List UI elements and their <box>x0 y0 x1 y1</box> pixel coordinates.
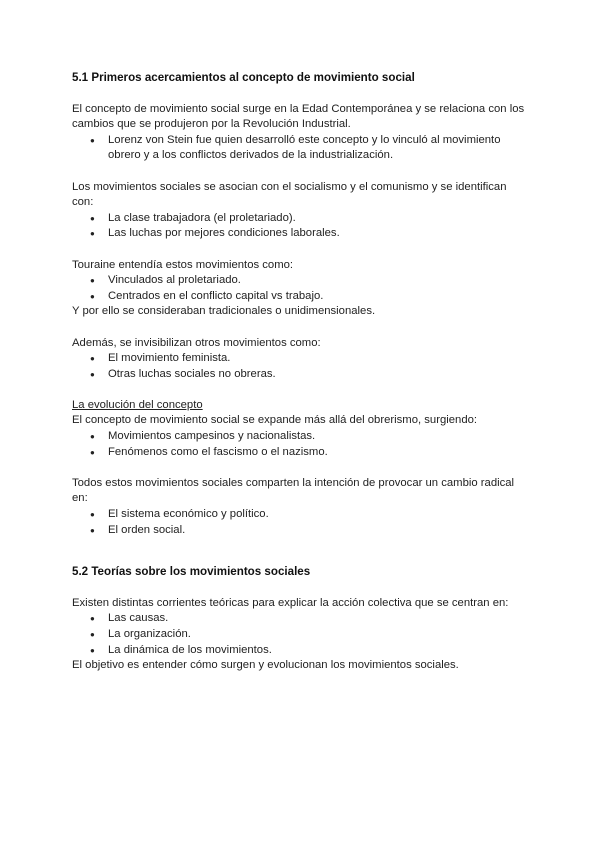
bullet-list <box>72 429 530 460</box>
paragraph: Y por ello se consideraban tradicionales o unidimensionales. <box>72 305 376 318</box>
paragraph: Los movimientos sociales se asocian con el socialismo y el comunismo y se identifican con: <box>72 180 507 209</box>
paragraph: El objetivo es entender cómo surgen y evolucionan los movimientos sociales. <box>72 659 459 672</box>
paragraph: El concepto de movimiento social surge en la Edad Contemporánea y se relaciona con los cambios que se produjeron por la Revolución Industrial. <box>72 102 525 131</box>
paragraph: Además, se invisibilizan otros movimientos como: <box>72 336 321 349</box>
list-item: ● Otras luchas sociales no obreras. <box>108 367 530 383</box>
list-item: ● El orden social. <box>108 523 530 539</box>
list-item: ● El movimiento feminista. <box>108 351 530 367</box>
section-2-heading: 5.2 Teorías sobre los movimientos sociales <box>72 565 311 579</box>
list-item: ● La dinámica de los movimientos. <box>108 643 530 659</box>
section-1-heading: 5.1 Primeros acercamientos al concepto de movimiento social <box>72 71 415 84</box>
list-item: ● Movimientos campesinos y nacionalistas. <box>108 429 530 445</box>
bullet-list <box>72 611 530 658</box>
bullet-list <box>72 351 530 382</box>
list-item: ● Las causas. <box>108 611 530 627</box>
bullet-list <box>72 273 530 304</box>
bullet-list <box>72 507 530 538</box>
subheading-evolution: La evolución del concepto <box>72 398 203 411</box>
list-item: ● Lorenz von Stein fue quien desarrolló este concepto y lo vinculó al movimiento obrero y a los conflictos derivados de la industrialización. <box>108 133 530 164</box>
bullet-list <box>72 133 530 164</box>
list-item: ● El sistema económico y político. <box>108 507 530 523</box>
list-item: ● La clase trabajadora (el proletariado). <box>108 211 530 227</box>
paragraph: Existen distintas corrientes teóricas para explicar la acción colectiva que se centran en: <box>72 596 509 609</box>
bullet-list <box>72 211 530 242</box>
list-item: ● Fenómenos como el fascismo o el nazismo. <box>108 445 530 461</box>
list-item: ● La organización. <box>108 627 530 643</box>
paragraph: Todos estos movimientos sociales comparten la intención de provocar un cambio radical en: <box>72 476 515 505</box>
paragraph: Touraine entendía estos movimientos como: <box>72 258 294 271</box>
paragraph: El concepto de movimiento social se expande más allá del obrerismo, surgiendo: <box>72 414 478 427</box>
list-item: ● Vinculados al proletariado. <box>108 273 530 289</box>
list-item: ● Centrados en el conflicto capital vs trabajo. <box>108 289 530 305</box>
list-item: ● Las luchas por mejores condiciones laborales. <box>108 226 530 242</box>
